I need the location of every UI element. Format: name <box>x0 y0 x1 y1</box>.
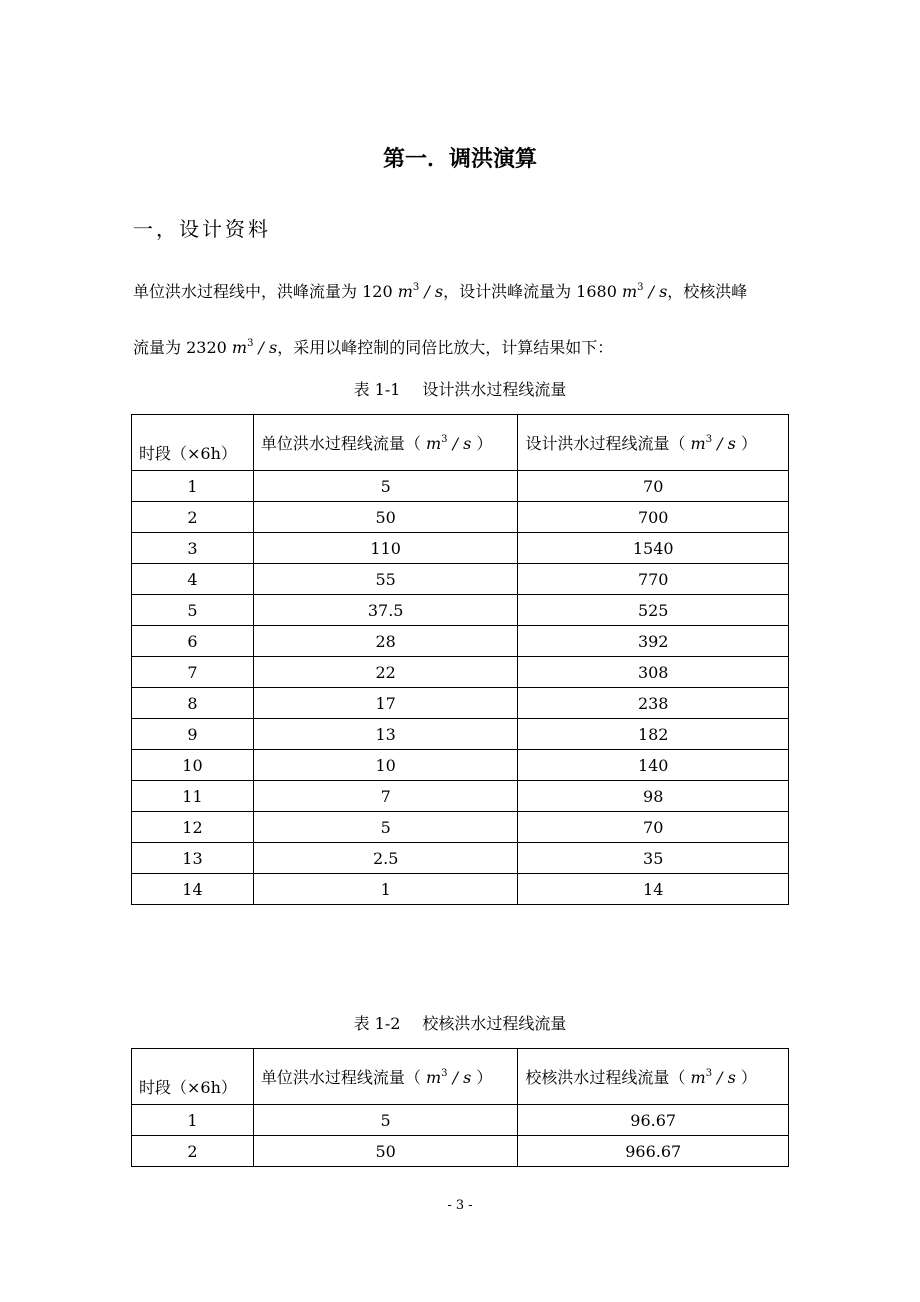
table-row <box>132 874 789 905</box>
table-cell: 1 <box>253 874 518 905</box>
table-cell: 17 <box>253 688 518 719</box>
table-cell: 966.67 <box>518 1136 789 1167</box>
table-cell: 110 <box>253 533 518 564</box>
table-cell: 50 <box>253 1136 518 1167</box>
table-row <box>132 1136 789 1167</box>
table-row <box>132 595 789 626</box>
table-row <box>132 843 789 874</box>
unit-m3-per-s: $m^3$ / s <box>690 1068 736 1087</box>
unit-m3-per-s: $m^3$ / s <box>231 338 278 357</box>
table-cell: 238 <box>518 688 789 719</box>
table-cell: 5 <box>253 812 518 843</box>
table-row <box>132 626 789 657</box>
table-cell: 2 <box>132 502 254 533</box>
table-cell: 9 <box>132 719 254 750</box>
table-row <box>132 688 789 719</box>
table-row <box>132 781 789 812</box>
page-number: - 3 - <box>447 1198 473 1213</box>
table-cell: 308 <box>518 657 789 688</box>
table-cell: 6 <box>132 626 254 657</box>
table-cell: 11 <box>132 781 254 812</box>
table-cell: 5 <box>253 471 518 502</box>
table-cell: 1540 <box>518 533 789 564</box>
table-cell: 140 <box>518 750 789 781</box>
table-cell: 4 <box>132 564 254 595</box>
table-cell: 70 <box>518 471 789 502</box>
header-unit-flow: 单位洪水过程线流量（ $m^3$ / s ） <box>253 1049 518 1105</box>
table-row <box>132 1105 789 1136</box>
table-row <box>132 750 789 781</box>
unit-m3-per-s: $m^3$ / s <box>690 434 736 453</box>
table-cell: 10 <box>253 750 518 781</box>
table2-caption: 表 1-2 校核洪水过程线流量 <box>353 1014 567 1033</box>
table-row <box>132 719 789 750</box>
check-flood-table <box>131 1048 789 1167</box>
intro-paragraph: 单位洪水过程线中，洪峰流量为 120 $m^3$ / s，设计洪峰流量为 1680 $m^3$ / s，校核洪峰 流量为 2320 $m^3$ / s，采用以峰控制的同倍比放大，计算结果如下： <box>133 282 748 357</box>
table-cell: 98 <box>518 781 789 812</box>
table-cell: 10 <box>132 750 254 781</box>
unit-m3-per-s: $m^3$ / s <box>426 1068 472 1087</box>
unit-m3-per-s: $m^3$ / s <box>397 282 444 301</box>
table-cell: 1 <box>132 471 254 502</box>
table-cell: 37.5 <box>253 595 518 626</box>
table-row <box>132 533 789 564</box>
table-cell: 2.5 <box>253 843 518 874</box>
table-cell: 70 <box>518 812 789 843</box>
table-cell: 2 <box>132 1136 254 1167</box>
table-cell: 3 <box>132 533 254 564</box>
unit-m3-per-s: $m^3$ / s <box>621 282 668 301</box>
table-cell: 5 <box>132 595 254 626</box>
table-row <box>132 471 789 502</box>
table-cell: 7 <box>253 781 518 812</box>
unit-m3-per-s: $m^3$ / s <box>426 434 472 453</box>
section-heading: 一，设计资料 <box>133 217 271 241</box>
table-cell: 12 <box>132 812 254 843</box>
table1-caption: 表 1-1 设计洪水过程线流量 <box>353 380 567 399</box>
table-cell: 28 <box>253 626 518 657</box>
header-period: 时段（×6h） <box>132 415 254 471</box>
table-cell: 55 <box>253 564 518 595</box>
table-cell: 8 <box>132 688 254 719</box>
table-cell: 22 <box>253 657 518 688</box>
table-cell: 14 <box>132 874 254 905</box>
table-row <box>132 812 789 843</box>
table-cell: 50 <box>253 502 518 533</box>
design-flood-table <box>131 414 789 905</box>
table-cell: 770 <box>518 564 789 595</box>
header-unit-flow: 单位洪水过程线流量（ $m^3$ / s ） <box>253 415 518 471</box>
page-title: 第一．调洪演算 <box>382 147 537 172</box>
table-cell: 5 <box>253 1105 518 1136</box>
table-row <box>132 564 789 595</box>
table-cell: 700 <box>518 502 789 533</box>
table-cell: 13 <box>132 843 254 874</box>
table-cell: 96.67 <box>518 1105 789 1136</box>
table-header-row <box>132 1049 789 1105</box>
table-cell: 182 <box>518 719 789 750</box>
header-period: 时段（×6h） <box>132 1049 254 1105</box>
table-cell: 14 <box>518 874 789 905</box>
table-cell: 525 <box>518 595 789 626</box>
table-cell: 392 <box>518 626 789 657</box>
table-cell: 35 <box>518 843 789 874</box>
table-cell: 1 <box>132 1105 254 1136</box>
header-check-flow: 校核洪水过程线流量（ $m^3$ / s ） <box>518 1049 789 1105</box>
header-design-flow: 设计洪水过程线流量（ $m^3$ / s ） <box>518 415 789 471</box>
table-cell: 7 <box>132 657 254 688</box>
table-cell: 13 <box>253 719 518 750</box>
table-header-row <box>132 415 789 471</box>
table-row <box>132 502 789 533</box>
table-row <box>132 657 789 688</box>
